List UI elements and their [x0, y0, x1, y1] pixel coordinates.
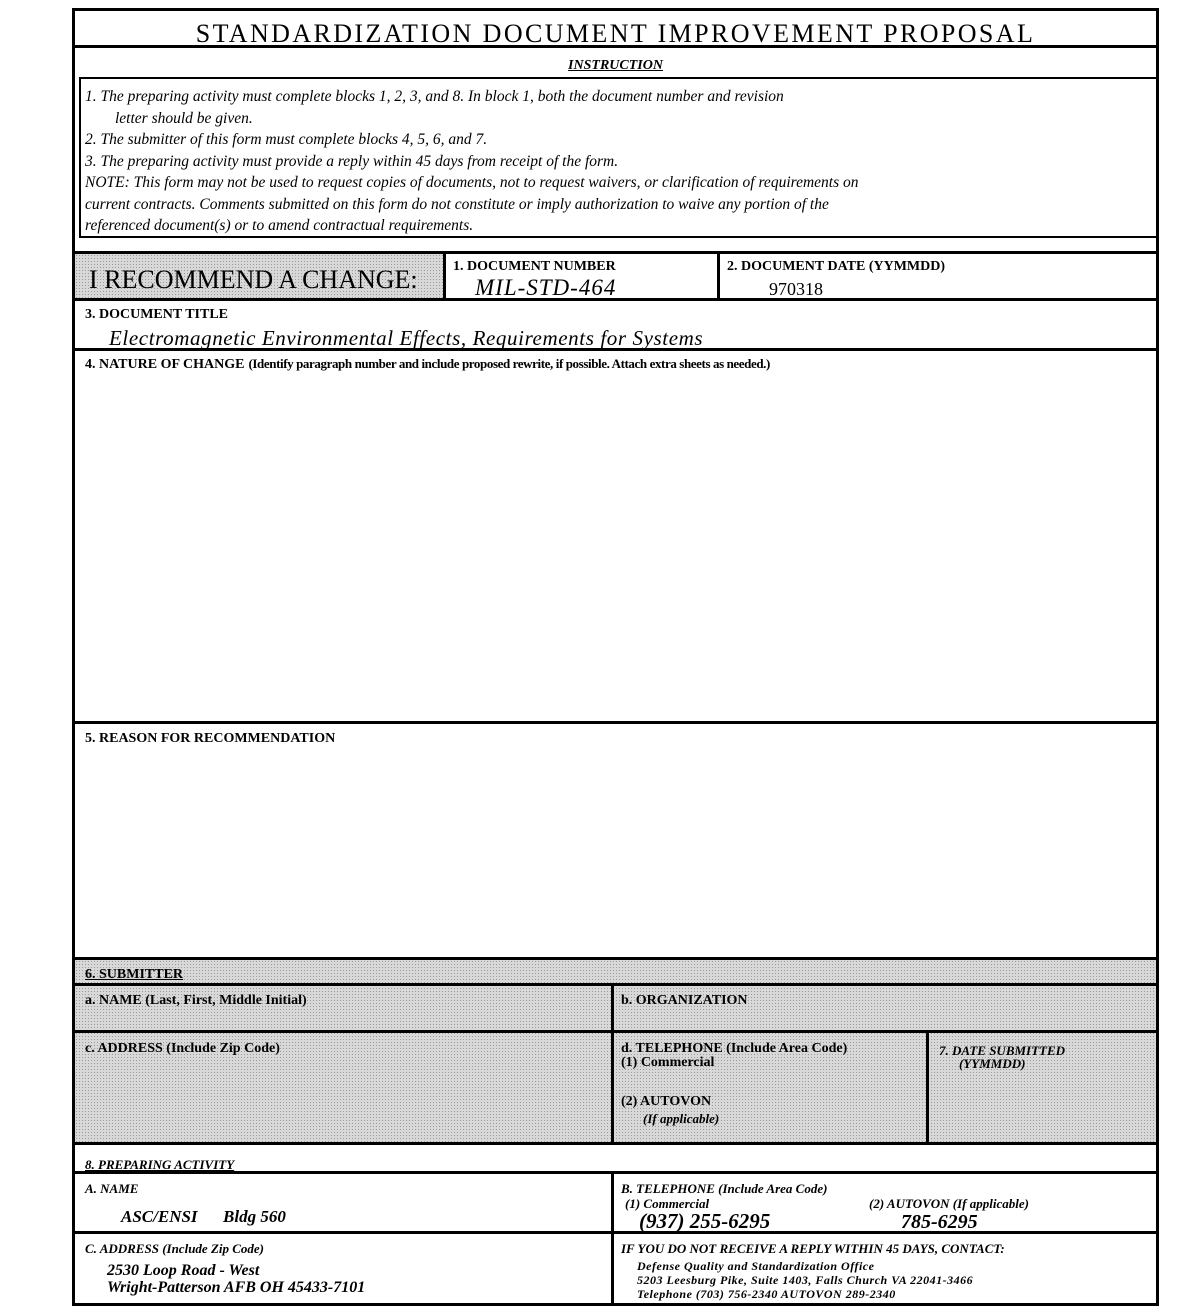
- preparing-commercial-label: (1) Commercial: [625, 1196, 710, 1211]
- row-divider-v: [717, 254, 720, 298]
- autovon-label: (2) AUTOVON: [621, 1094, 712, 1109]
- note-line: referenced document(s) or to amend contractual requirements.: [85, 217, 474, 234]
- submitter-label: 6. SUBMITTER: [85, 967, 184, 982]
- submitter-divider: [75, 1030, 1156, 1033]
- contact-label: IF YOU DO NOT RECEIVE A REPLY WITHIN 45 DAYS, CONTACT:: [621, 1241, 1005, 1256]
- preparing-autovon-value: 785-6295: [901, 1211, 978, 1233]
- section-divider: [75, 298, 1156, 301]
- note-line: current contracts. Comments submitted on this form do not constitute or imply authorization to waive any portion of the: [85, 195, 829, 213]
- telephone-label: d. TELEPHONE (Include Area Code): [621, 1041, 848, 1056]
- instruction-line: 2. The submitter of this form must complete blocks 4, 5, 6, and 7.: [85, 131, 488, 148]
- reason-label: 5. REASON FOR RECOMMENDATION: [85, 731, 336, 746]
- section-divider: [75, 348, 1156, 351]
- nature-of-change-label: 4. NATURE OF CHANGE: [85, 357, 245, 372]
- submitter-name-label: a. NAME (Last, First, Middle Initial): [85, 993, 307, 1008]
- instructions-box: [79, 77, 1159, 238]
- submitter-address-field[interactable]: [79, 1061, 607, 1139]
- address-label: c. ADDRESS (Include Zip Code): [85, 1041, 280, 1056]
- contact-line: Defense Quality and Standardization Office: [637, 1259, 875, 1273]
- preparing-activity-label: 8. PREPARING ACTIVITY: [85, 1157, 235, 1172]
- form-title: STANDARDIZATION DOCUMENT IMPROVEMENT PROPOSAL: [195, 19, 1036, 48]
- row-divider-v: [443, 254, 446, 298]
- instruction-heading: INSTRUCTION: [568, 58, 663, 73]
- doc-number-field[interactable]: MIL-STD-464: [475, 275, 617, 300]
- date-submitted-field[interactable]: [933, 1075, 1153, 1137]
- organization-label: b. ORGANIZATION: [621, 993, 748, 1008]
- preparing-commercial-value: (937) 255-6295: [639, 1209, 771, 1233]
- preparing-name-label: A. NAME: [85, 1181, 139, 1196]
- autovon-note: (If applicable): [643, 1111, 720, 1126]
- instruction-line: 3. The preparing activity must provide a reply within 45 days from receipt of the form.: [85, 152, 619, 170]
- recommend-label: I RECOMMEND A CHANGE:: [89, 265, 418, 294]
- date-divider-v: [926, 1033, 929, 1142]
- doc-title-field[interactable]: Electromagnetic Environmental Effects, Requirements for Systems: [109, 326, 704, 350]
- nature-of-change-field[interactable]: [79, 375, 1155, 719]
- nature-of-change-header: [85, 355, 770, 373]
- submitter-divider: [75, 983, 1156, 986]
- contact-line: 5203 Leesburg Pike, Suite 1403, Falls Church VA 22041-3466: [637, 1273, 974, 1287]
- nature-of-change-hint: (Identify paragraph number and include proposed rewrite, if possible. Attach extra sheets as needed.): [248, 356, 770, 371]
- contact-line: Telephone (703) 756-2340 AUTOVON 289-2340: [637, 1287, 896, 1301]
- date-submitted-label: 7. DATE SUBMITTED: [939, 1043, 1066, 1058]
- doc-date-label: 2. DOCUMENT DATE (YYMMDD): [727, 259, 946, 274]
- instruction-line: letter should be given.: [115, 109, 253, 127]
- doc-title-label: 3. DOCUMENT TITLE: [85, 307, 229, 322]
- preparing-divider-v: [611, 1174, 614, 1306]
- organization-field[interactable]: [621, 1011, 1151, 1027]
- date-format-label: (YYMMDD): [959, 1056, 1026, 1071]
- preparing-autovon-label: (2) AUTOVON (If applicable): [869, 1196, 1029, 1211]
- doc-number-label: 1. DOCUMENT NUMBER: [453, 259, 616, 274]
- standardization-form: [72, 8, 1159, 1306]
- preparing-name-value: ASC/ENSI Bldg 560: [121, 1207, 286, 1226]
- preparing-address-label: C. ADDRESS (Include Zip Code): [85, 1241, 265, 1256]
- preparing-address-line1: 2530 Loop Road - West: [107, 1262, 260, 1279]
- submitter-divider-v: [611, 986, 614, 1142]
- doc-date-field[interactable]: 970318: [769, 279, 823, 299]
- preparing-telephone-label: B. TELEPHONE (Include Area Code): [621, 1181, 828, 1196]
- reason-field[interactable]: [79, 751, 1155, 955]
- instruction-line: 1. The preparing activity must complete blocks 1, 2, 3, and 8. In block 1, both the document number and revision: [85, 88, 784, 105]
- title-divider: [75, 45, 1156, 48]
- preparing-divider: [75, 1231, 1156, 1234]
- note-line: NOTE: This form may not be used to request copies of documents, not to request waivers, or clarification of requirements on: [85, 174, 859, 191]
- section-divider: [75, 1142, 1156, 1145]
- preparing-divider: [75, 1171, 1156, 1174]
- section-divider: [75, 721, 1156, 724]
- commercial-label: (1) Commercial: [621, 1055, 715, 1070]
- preparing-address-line2: Wright-Patterson AFB OH 45433-7101: [107, 1279, 366, 1296]
- submitter-name-field[interactable]: [79, 1011, 607, 1027]
